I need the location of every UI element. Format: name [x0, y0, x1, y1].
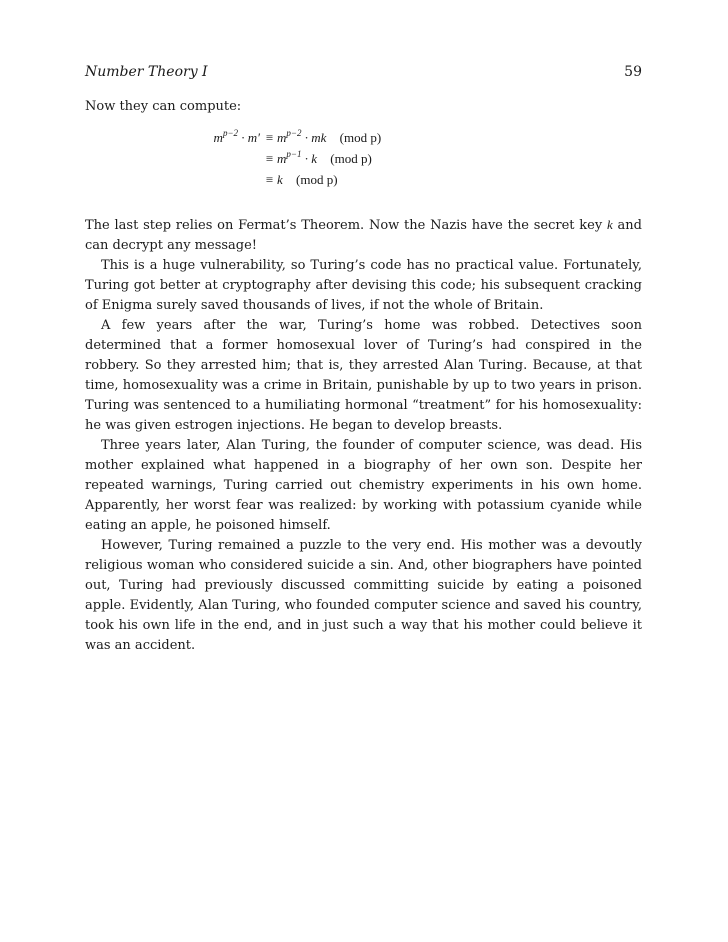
running-header — [85, 60, 642, 82]
paragraph-4: Three years later, Alan Turing, the founder of computer science, was dead. His mother explained what happened in a biography of her own son. Despite her repeated warnings, Turing carried out chemistry experiments in his own home. Apparently, her worst fear was realized: by working with potassium cyanide while eating an apple, he poisoned himself. — [85, 438, 642, 533]
paragraph-2: This is a huge vulnerability, so Turing’s code has no practical value. Fortunately, Turing got better at cryptography after devising this code; his subsequent cracking of Enigma surely saved thousands of lives, if not the whole of Britain. — [85, 258, 642, 313]
equation-rhs-2: ≡ $m^{p-1} \cdot k$ (mod p) — [265, 149, 372, 166]
equation-lhs: $m^{p-2} \cdot m'$ — [213, 128, 260, 145]
modulus-label: (mod p) — [339, 130, 382, 145]
paragraph-1: The last step relies on Fermat’s Theorem. Now the Nazis have the secret key k and can decrypt any message! — [85, 217, 642, 253]
modulus-label: (mod p) — [296, 172, 338, 187]
page — [85, 60, 642, 656]
intro-text: Now they can compute: — [85, 99, 242, 114]
page-number: 59 — [624, 64, 642, 80]
running-title: Number Theory I — [85, 64, 208, 80]
paragraph-3: A few years after the war, Turing’s home was robbed. Detectives soon determined that a former homosexual lover of Turing’s had conspired in the robbery. So they arrested him; that is, they arrested Alan Turing. Because, at that time, homosexuality was a crime in Britain, punishable by up to two years in prison. Turing was sentenced to a humiliating hormonal “treatment” for his homosexuality: he was given estrogen injections. He began to develop breasts. — [85, 318, 642, 433]
equation-rhs-3: ≡ k (mod p) — [265, 172, 338, 187]
modulus-label: (mod p) — [330, 151, 372, 166]
paragraph-5: However, Turing remained a puzzle to the very end. His mother was a devoutly religious woman who considered suicide a sin. And, other biographers have pointed out, Turing had previously discussed committing suicide by eating a poisoned apple. Evidently, Alan Turing, who founded computer science and saved his country, took his own life in the end, and in just such a way that his mother could believe it was an accident. — [85, 538, 642, 653]
equation-rhs-1: ≡ $m^{p-2}$ · mk (mod p) — [265, 128, 382, 145]
equation-block — [85, 129, 642, 199]
body-text — [85, 215, 642, 656]
